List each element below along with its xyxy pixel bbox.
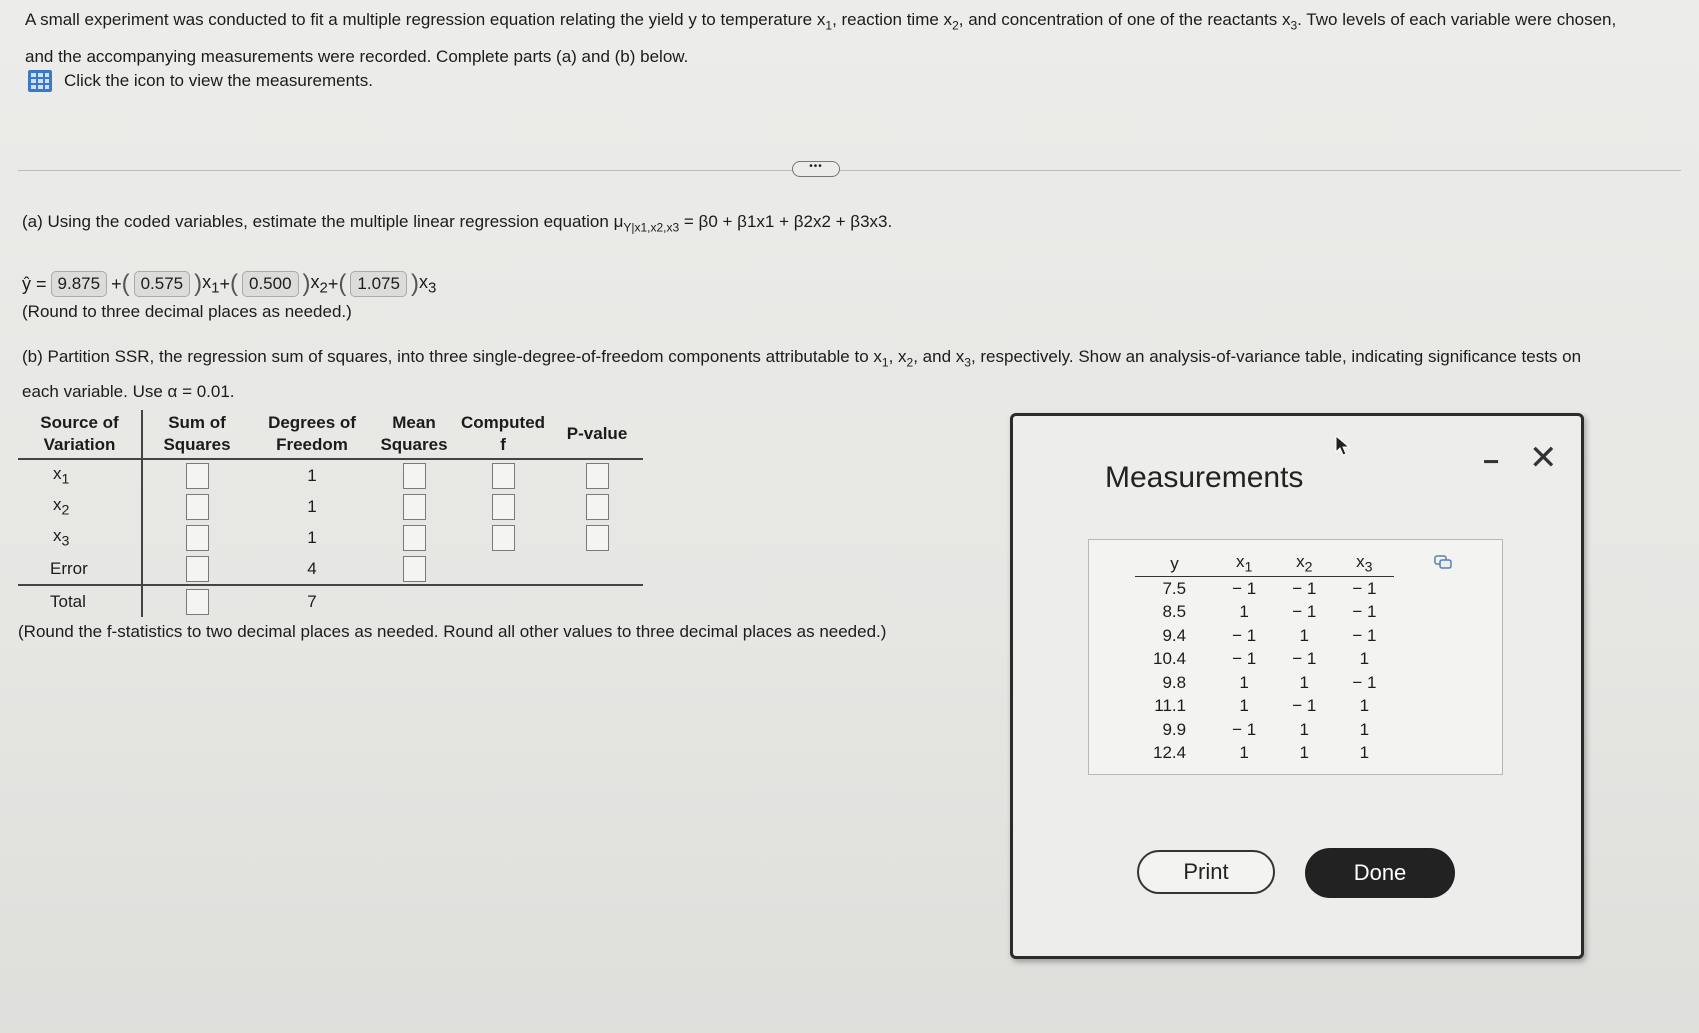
intro-text-4: . Two levels of each variable were chosen, and the accompanying measurements were recorded. Complete parts (a) and (b) below. (25, 10, 1617, 67)
paren-close-3: ) (410, 270, 419, 297)
ss-total-input[interactable] (186, 589, 209, 615)
paren-open-1: ( (121, 270, 130, 297)
df-total: 7 (251, 585, 373, 617)
cell-y: 7.5 (1162, 578, 1187, 598)
cell-x1: − 1 (1232, 719, 1257, 739)
df-x1: 1 (307, 465, 317, 485)
done-button[interactable]: Done (1305, 848, 1455, 898)
ms-x2-cell (373, 491, 455, 522)
f-x3-input[interactable] (492, 525, 515, 551)
part-b-text-2: , x (888, 347, 907, 366)
cell-x2: 1 (1299, 743, 1309, 763)
ss-error-input[interactable] (186, 556, 209, 582)
table-row (1135, 577, 1394, 601)
intro-text (25, 4, 1625, 73)
df-x3: 1 (307, 527, 317, 547)
part-b-question (22, 342, 1622, 406)
measurements-dialog (1010, 413, 1584, 959)
yhat-label: ŷ = (22, 273, 47, 294)
ss-error-cell (142, 553, 251, 585)
part-a-round-note: (Round to three decimal places as needed.) (22, 302, 352, 321)
source-x1 (18, 459, 142, 491)
col-x3-sub: 3 (1364, 559, 1373, 576)
cell-x2: 1 (1299, 719, 1309, 739)
cell-y: 10.4 (1153, 649, 1187, 669)
ms-total-empty (373, 585, 455, 617)
col-x1-sub: 1 (1244, 559, 1253, 576)
minimize-icon[interactable]: − (1483, 446, 1500, 477)
x1-term: $x_1$ (202, 271, 220, 297)
col-x3 (1334, 552, 1394, 577)
p-error-empty (551, 553, 643, 585)
ms-x1-cell (373, 459, 455, 491)
intro-text-3: , and concentration of one of the reactants x (958, 10, 1291, 29)
plus-sign-1: + (111, 273, 122, 294)
f-error-empty (455, 553, 551, 585)
f-x3-cell (455, 522, 551, 553)
cell-x3: 1 (1359, 743, 1370, 763)
cell-y: 9.8 (1162, 672, 1187, 692)
anova-header-row (18, 410, 643, 459)
header-ss: Sum of Squares (142, 410, 251, 459)
p-x3-input[interactable] (586, 525, 609, 551)
p-x1-input[interactable] (586, 463, 609, 489)
anova-row-x1 (18, 459, 643, 491)
cell-y: 11.1 (1154, 696, 1187, 716)
col-x1 (1214, 552, 1274, 577)
table-row (1135, 671, 1394, 695)
intro-text-2: , reaction time x (832, 10, 953, 29)
cell-x2: 1 (1299, 625, 1309, 645)
part-a-text: (a) Using the coded variables, estimate the multiple linear regression equation (22, 212, 609, 231)
expand-more-button[interactable]: ••• (792, 161, 840, 177)
source-x1-label: x (53, 463, 62, 483)
intro-sub-3: 3 (1290, 18, 1298, 33)
f-x2-input[interactable] (492, 494, 515, 520)
col-x3-label: x (1356, 552, 1365, 572)
f-x2-cell (455, 491, 551, 522)
cell-x2: 1 (1299, 672, 1309, 692)
cell-x1: − 1 (1232, 578, 1257, 598)
cell-x3: − 1 (1352, 602, 1377, 622)
ms-error-input[interactable] (403, 556, 426, 582)
source-x2-label: x (53, 494, 62, 514)
ss-x3-input[interactable] (186, 525, 209, 551)
table-row (1135, 695, 1394, 719)
f-x1-cell (455, 459, 551, 491)
regression-equation (22, 270, 436, 298)
cell-x1: 1 (1239, 743, 1249, 763)
table-row (1135, 648, 1394, 672)
header-ms: Mean Squares (373, 410, 455, 459)
plus-sign-3: + (327, 273, 339, 294)
close-icon[interactable]: ✕ (1529, 439, 1558, 477)
cell-x1: 1 (1239, 696, 1249, 716)
source-x2-sub: 2 (61, 502, 70, 519)
cell-x1: 1 (1239, 672, 1249, 692)
print-button[interactable]: Print (1137, 850, 1275, 894)
anova-row-error (18, 553, 643, 585)
ss-total-cell (142, 585, 251, 617)
header-df: Degrees of Freedom (251, 410, 373, 459)
part-a-model-sub: Y|x1,x2,x3 (623, 220, 680, 235)
cell-x3: 1 (1359, 696, 1370, 716)
cell-x2: − 1 (1292, 578, 1317, 598)
x3-term: $x_3$ (418, 271, 437, 297)
anova-table (18, 410, 643, 617)
col-x2-label: x (1296, 552, 1305, 572)
cell-x2: − 1 (1292, 602, 1317, 622)
cell-x1: 1 (1239, 602, 1249, 622)
source-total: Total (18, 585, 142, 617)
table-row (1135, 601, 1394, 625)
p-total-empty (551, 585, 643, 617)
intro-sub-1: 1 (825, 18, 833, 33)
cell-y: 9.4 (1162, 625, 1187, 645)
table-row (1135, 624, 1394, 648)
x2-term: $x_2$ (310, 271, 328, 297)
measurements-table-panel (1088, 539, 1503, 775)
part-b-text-4: , respectively. Show an analysis-of-variance table, indicating significance tests on each variable. Use α = 0.01. (22, 347, 1582, 402)
cell-x3: − 1 (1352, 625, 1377, 645)
cell-x3: 1 (1359, 649, 1370, 669)
cell-y: 9.9 (1162, 719, 1187, 739)
cell-x1: − 1 (1232, 649, 1257, 669)
part-b-text-3: , and x (913, 347, 965, 366)
part-b-sub-3: 3 (964, 355, 971, 370)
part-a-model-rhs: = β0 + β1x1 + β2x2 + β3x3. (683, 212, 893, 231)
part-b-sub-2: 2 (906, 355, 914, 370)
table-row (1135, 718, 1394, 742)
p-x2-cell (551, 491, 643, 522)
cell-x3: 1 (1359, 719, 1370, 739)
b1-answer[interactable]: 0.575 (134, 271, 191, 297)
anova-row-total (18, 585, 643, 617)
cell-y: 8.5 (1162, 602, 1187, 622)
part-b-text-1: (b) Partition SSR, the regression sum of squares, into three single-degree-of-freedom components attributable to x (22, 347, 882, 366)
col-y: y (1135, 552, 1214, 577)
ss-x1-input[interactable] (186, 463, 209, 489)
source-x2 (18, 491, 142, 522)
ms-error-cell (373, 553, 455, 585)
measurements-link-text[interactable]: Click the icon to view the measurements. (64, 71, 373, 90)
cell-x2: − 1 (1292, 649, 1317, 669)
ms-x1-input[interactable] (403, 463, 426, 489)
part-b-sub-1: 1 (881, 355, 889, 370)
measurements-header-row (1135, 552, 1394, 577)
copy-icon[interactable] (1434, 555, 1452, 569)
ss-x2-input[interactable] (186, 494, 209, 520)
cell-x2: − 1 (1292, 696, 1317, 716)
source-x3 (18, 522, 142, 553)
b0-answer[interactable]: 9.875 (51, 271, 108, 297)
table-row (1135, 742, 1394, 766)
paren-close-1: ) (194, 270, 203, 297)
ms-x3-input[interactable] (403, 525, 426, 551)
section-divider (18, 170, 1681, 171)
ms-x3-cell (373, 522, 455, 553)
part-b-round-note: (Round the f-statistics to two decimal places as needed. Round all other values to three decimal places as needed.) (18, 622, 887, 641)
header-f: Computed f (455, 410, 551, 459)
p-x2-input[interactable] (586, 494, 609, 520)
p-x3-cell (551, 522, 643, 553)
header-source: Source of Variation (18, 410, 142, 459)
ss-x2-cell (142, 491, 251, 522)
intro-sub-2: 2 (952, 18, 959, 33)
col-x2 (1274, 552, 1334, 577)
b2-answer[interactable]: 0.500 (242, 271, 299, 297)
cell-x3: − 1 (1352, 672, 1377, 692)
df-x2: 1 (307, 496, 317, 516)
cell-x1: − 1 (1232, 625, 1257, 645)
dialog-title: Measurements (1105, 461, 1304, 494)
paren-open-3: ( (338, 270, 347, 297)
measurements-link[interactable] (28, 70, 373, 92)
measurements-table (1135, 552, 1394, 765)
anova-row-x3 (18, 522, 643, 553)
plus-sign-2: + (219, 273, 230, 294)
measurements-body (1135, 577, 1394, 766)
cursor-icon (1335, 435, 1351, 457)
cell-x3: − 1 (1352, 578, 1377, 598)
header-pvalue: P-value (551, 410, 643, 459)
grid-icon[interactable] (28, 70, 52, 92)
ss-x3-cell (142, 522, 251, 553)
source-x3-sub: 3 (61, 533, 70, 550)
part-a-model-mu: μ (613, 212, 624, 231)
p-x1-cell (551, 459, 643, 491)
source-x3-label: x (53, 525, 62, 545)
f-x1-input[interactable] (492, 463, 515, 489)
ms-x2-input[interactable] (403, 494, 426, 520)
paren-close-2: ) (302, 270, 311, 297)
cell-y: 12.4 (1153, 743, 1187, 763)
col-x2-sub: 2 (1304, 559, 1313, 576)
anova-row-x2 (18, 491, 643, 522)
intro-text-1: A small experiment was conducted to fit a multiple regression equation relating the yield y to temperature x (25, 10, 826, 29)
df-error: 4 (307, 558, 317, 578)
ss-x1-cell (142, 459, 251, 491)
source-x1-sub: 1 (61, 471, 70, 488)
f-total-empty (455, 585, 551, 617)
col-x1-label: x (1235, 552, 1245, 572)
paren-open-2: ( (229, 270, 238, 297)
source-error: Error (18, 553, 142, 585)
b3-answer[interactable]: 1.075 (350, 271, 407, 297)
part-a-question (22, 212, 892, 234)
